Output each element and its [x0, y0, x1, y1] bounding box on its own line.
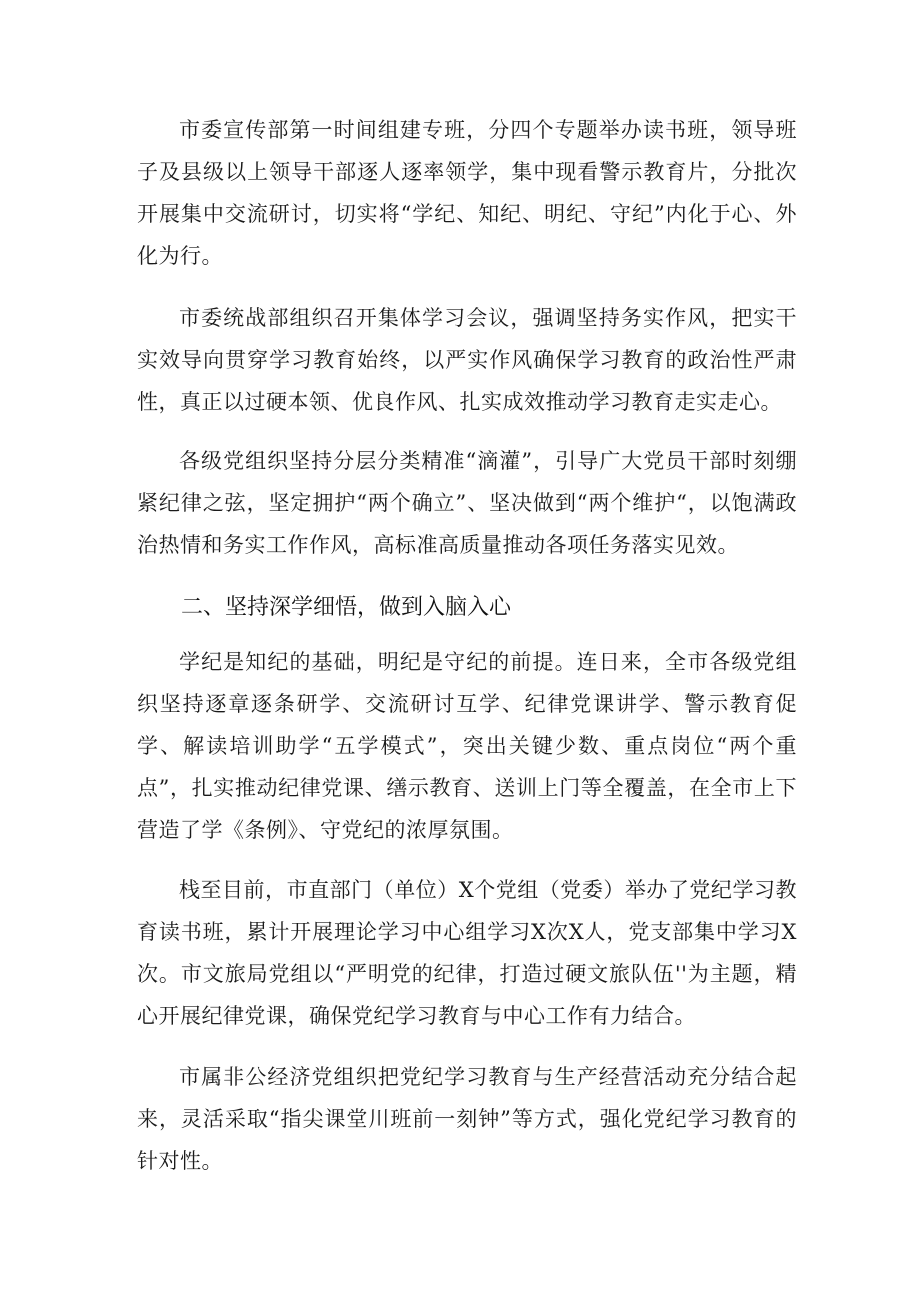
paragraph-propaganda-dept: 市委宣传部第一时间组建专班，分四个专题举办读书班，领导班子及县级以上领导干部逐人逐率领学，集中现看警示教育片，分批次开展集中交流研讨，切实将“学纪、知纪、明纪、守纪”内化于心、外化为行。 [137, 118, 797, 268]
paragraph-five-study-mode: 学纪是知纪的基础，明纪是守纪的前提。连日来，全市各级党组织坚持逐章逐条研学、交流研讨互学、纪律党课讲学、警示教育促学、解读培训助学“五学模式”，突出关键少数、重点岗位“两个重点”，扎实推动纪律党课、缮示教育、送训上门等全覆盖，在全市上下营造了学《条例》、守党纪的浓厚氛围。 [137, 650, 797, 842]
paragraph-study-statistics: 栈至目前，市直部门（单位）X个党组（党委）举办了党纪学习教育读书班，累计开展理论学习中心组学习X次X人，党支部集中学习X次。市文旅局党组以“严明党的纪律，打造过硬文旅队伍''为主题，精心开展纪律党课，确保党纪学习教育与中心工作有力结合。 [137, 878, 797, 1028]
paragraph-party-organizations: 各级党组织坚持分层分类精准“滴灌”，引导广大党员干部时刻绷紧纪律之弦，坚定拥护“两个确立”、坚决做到“两个维护“，以饱满政治热情和务实工作作风，高标准高质量推动各项任务落实见效。 [137, 449, 797, 557]
paragraph-non-public-economy: 市属非公经济党组织把党纪学习教育与生产经营活动充分结合起来，灵活采取“指尖课堂川班前一刻钟”等方式，强化党纪学习教育的针对性。 [137, 1065, 797, 1173]
paragraph-united-front-dept: 市委统战部组织召开集体学习会议，强调坚持务实作风，把实干实效导向贯穿学习教育始终，以严实作风确保学习教育的政治性严肃性，真正以过硬本领、优良作风、扎实成效推动学习教育走实走心。 [137, 306, 797, 414]
section-heading-2: 二、坚持深学细悟，做到入脑入心 [181, 595, 512, 620]
